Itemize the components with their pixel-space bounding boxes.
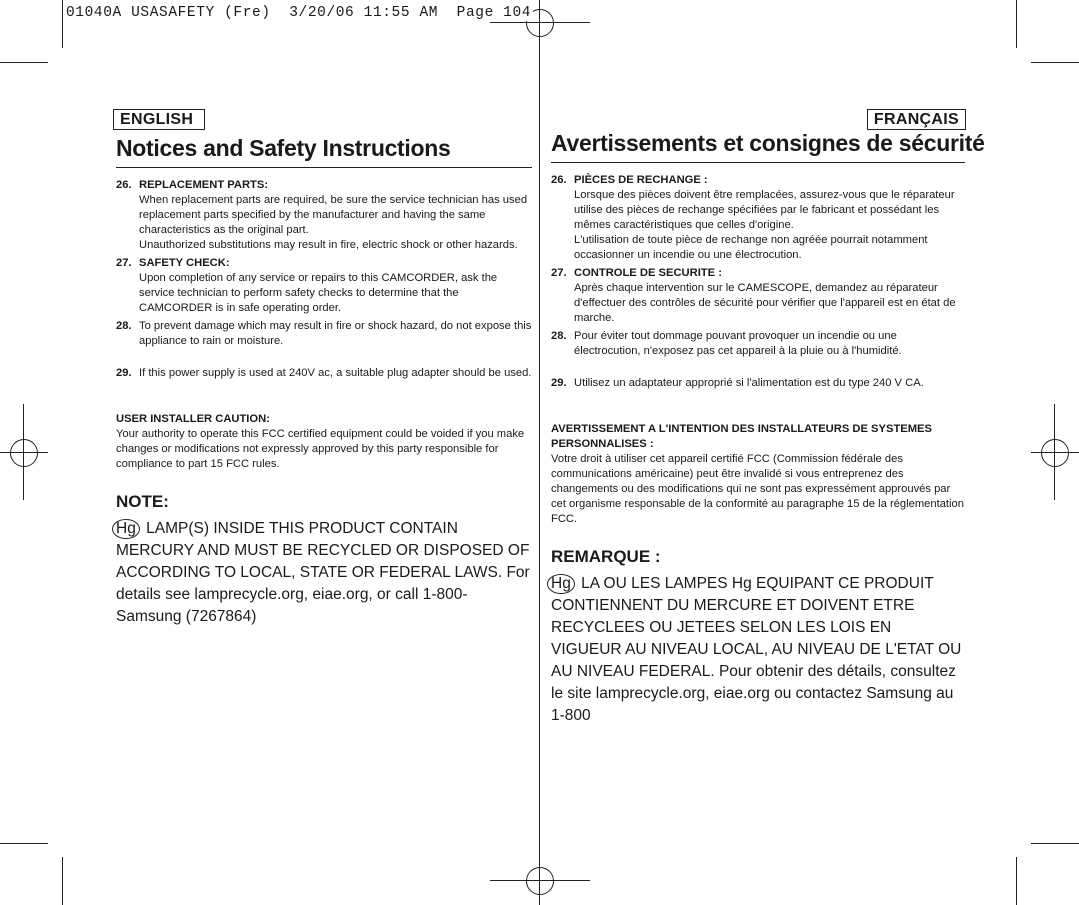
french-item-27: 27. CONTROLE DE SECURITE : Après chaque intervention sur le CAMESCOPE, demandez au réparateur d'effectuer des contrôles de sécurité pour vérifier que l'appareil est en état de marche. (551, 267, 956, 324)
french-title: Avertissements et consignes de sécurité (551, 130, 965, 163)
english-column (116, 106, 532, 628)
french-note-body: Hg LA OU LES LAMPES Hg EQUIPANT CE PRODUIT CONTIENNENT DU MERCURE ET DOIVENT ETRE RECYCLEES OU JETEES SELON LES LOIS EN VIGUEUR AU NIVEAU LOCAL, AU NIVEAU DE L'ETAT OU AU NIVEAU FEDERAL. Pour obtenir des détails, consultez le site lamprecycle.org, eiae.org ou contactez Samsung au 1-800 (551, 573, 965, 727)
english-item-27: 27. SAFETY CHECK: Upon completion of any service or repairs to this CAMCORDER, ask the service technician to perform safety checks to determine that the CAMCORDER is in safe operating order. (116, 257, 498, 314)
english-instructions (116, 178, 532, 381)
french-item-26: 26. PIÈCES DE RECHANGE : Lorsque des pièces doivent être remplacées, assurez-vous que le réparateur utilise des pièces de rechange spécifiées par le fabricant et possédant les mêmes caractéristiques que celles d'origine. L'utilisation de toute pièce de rechange non agréée pourrait notamment occasionner un incendie ou une électrocution. (551, 174, 955, 261)
english-note-body: Hg LAMP(S) INSIDE THIS PRODUCT CONTAIN MERCURY AND MUST BE RECYCLED OR DISPOSED OF ACCORDING TO LOCAL, STATE OR FEDERAL LAWS. For details see lamprecycle.org, eiae.org, or call 1-800-Samsung (7267864) (116, 518, 532, 628)
english-item-29: 29. If this power supply is used at 240V ac, a suitable plug adapter should be used. (116, 367, 532, 379)
french-note-title: REMARQUE : (551, 547, 661, 566)
french-item-29: 29. Utilisez un adaptateur approprié si l'alimentation est du type 240 V CA. (551, 377, 924, 389)
english-item-28: 28. To prevent damage which may result in fire or shock hazard, do not expose this appliance to rain or moisture. (116, 320, 532, 347)
french-installer-caution: AVERTISSEMENT A L'INTENTION DES INSTALLATEURS DE SYSTEMES PERSONNALISES : Votre droit à utiliser cet appareil certifié FCC (Commission fédérale des communications américaine) peut être invalidé si vous entreprenez des changements ou des modifications qui ne sont pas expressément approuvés par cet organisme responsable de la conformité au paragraphe 15 de la réglementation FCC. (551, 423, 964, 525)
mercury-symbol-icon: Hg (547, 574, 575, 594)
french-column (551, 106, 985, 727)
french-item-28: 28. Pour éviter tout dommage pouvant provoquer un incendie ou une électrocution, n'exposez pas cet appareil à la pluie ou à l'humidité. (551, 330, 902, 357)
french-instructions (551, 173, 965, 391)
french-badge: FRANÇAIS (867, 109, 966, 130)
english-title: Notices and Safety Instructions (116, 135, 532, 168)
english-note-title: NOTE: (116, 492, 169, 511)
english-installer-caution: USER INSTALLER CAUTION: Your authority to operate this FCC certified equipment could be voided if you make changes or modifications not expressly approved by this party responsible for compliance to part 15 FCC rules. (116, 413, 525, 470)
print-slug: 01040A USASAFETY (Fre) 3/20/06 11:55 AM Page 104 (66, 5, 532, 21)
mercury-symbol-icon: Hg (112, 519, 140, 539)
english-badge: ENGLISH (113, 109, 205, 130)
english-item-26: 26. REPLACEMENT PARTS: When replacement parts are required, be sure the service technician has used replacement parts specified by the manufacturer and having the same characteristics as the original part. Unauthorized substitutions may result in fire, electric shock or other hazards. (116, 179, 528, 251)
